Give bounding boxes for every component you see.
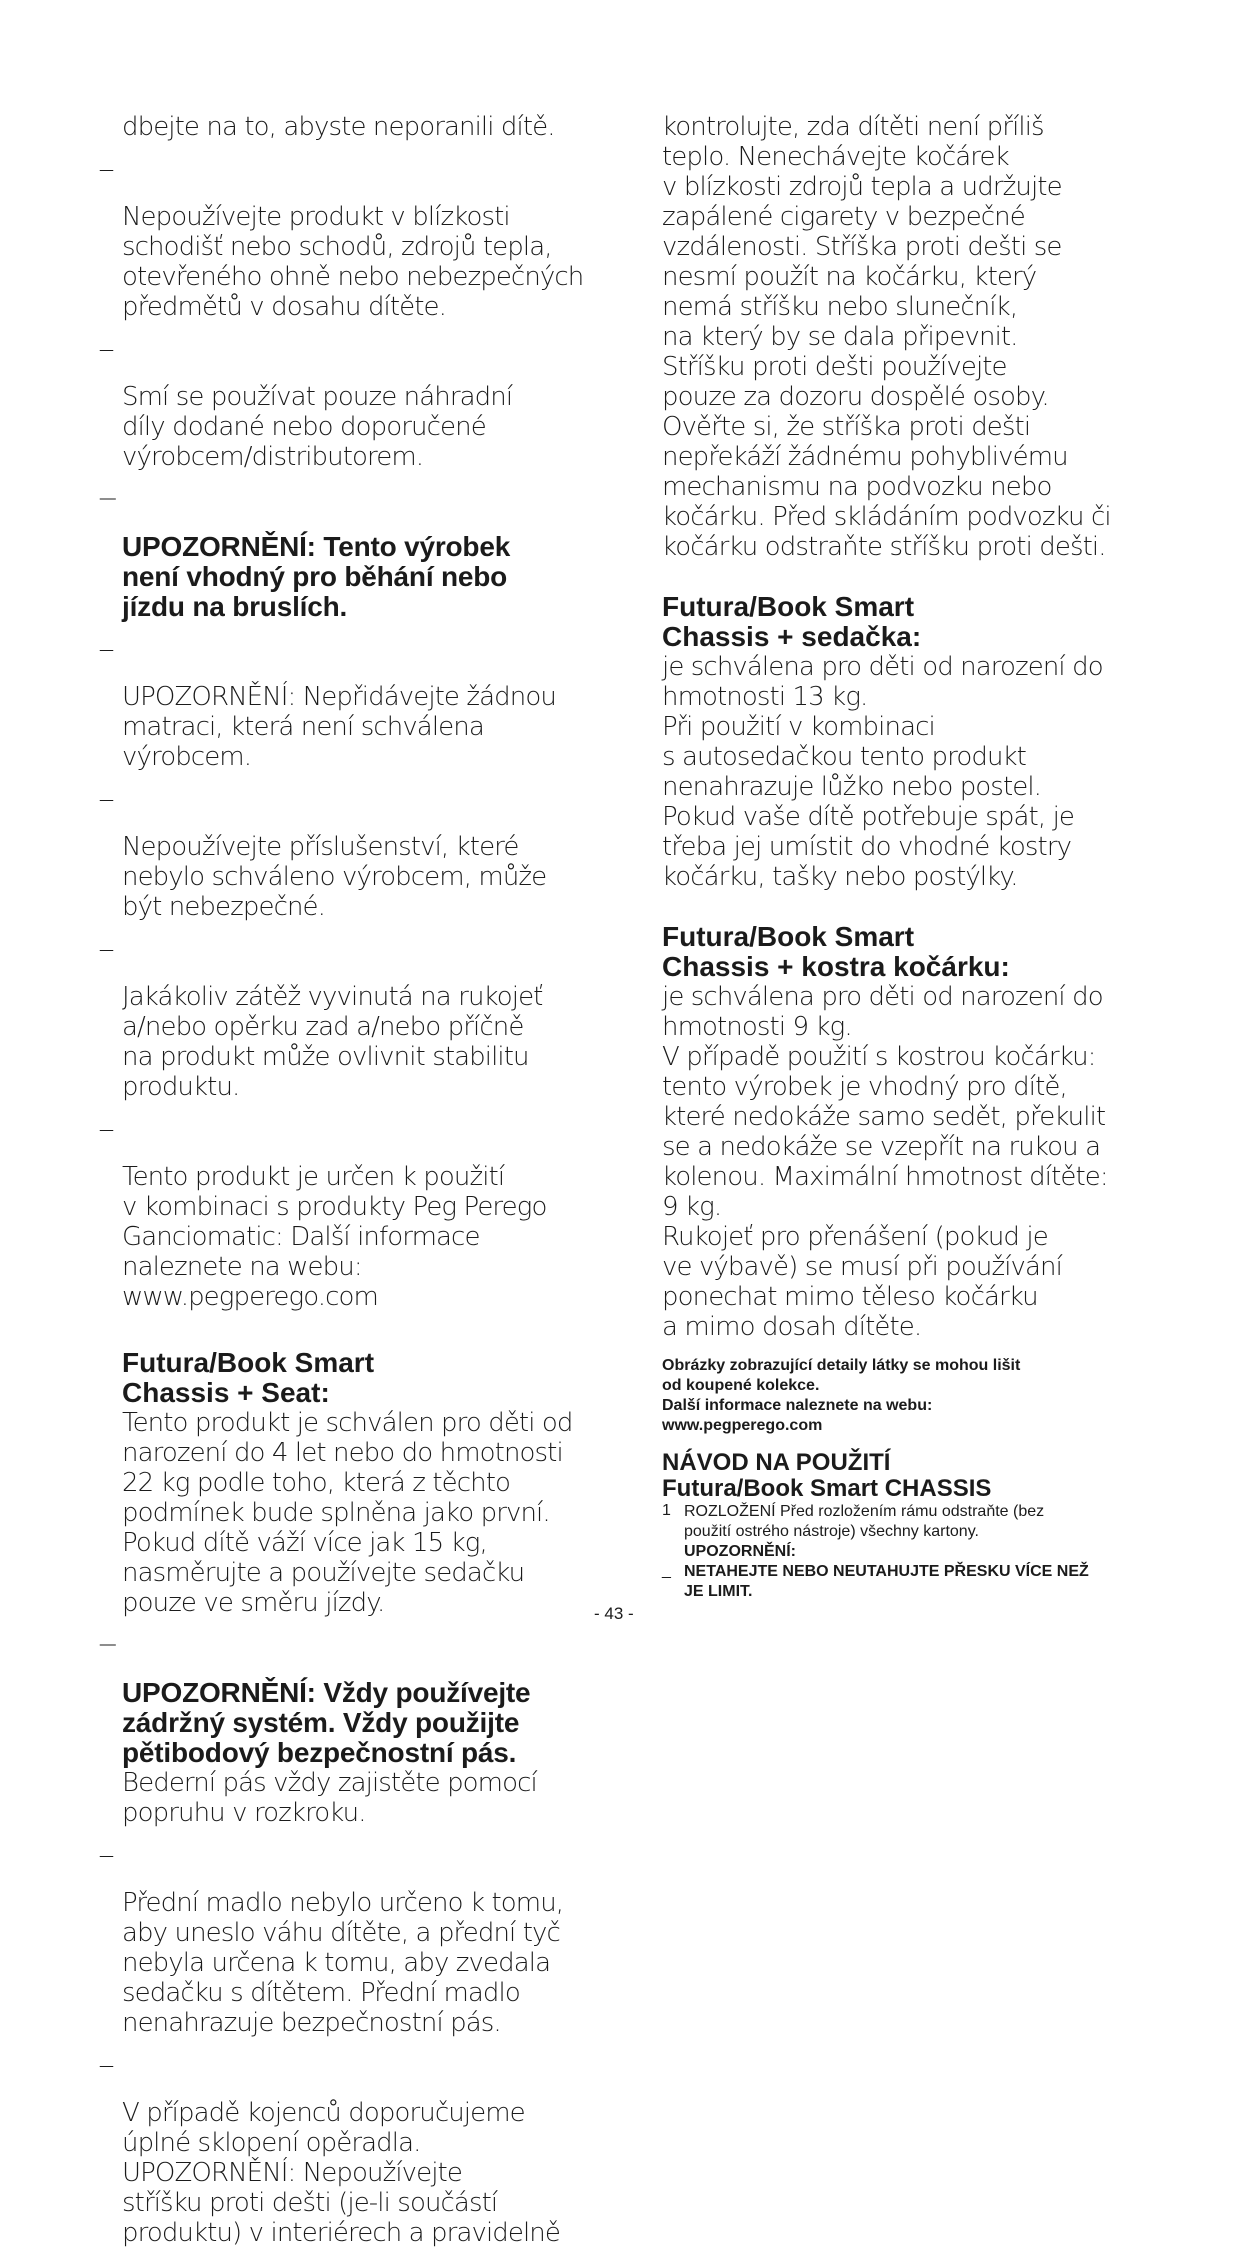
paragraph: je schválena pro děti od narození do hmotnosti 13 kg. — [662, 652, 1103, 712]
warning-text: UPOZORNĚNÍ: Tento výrobek není vhodný pro běhání nebo jízdu na bruslích. — [122, 531, 511, 622]
bullet-text: V případě kojenců doporučujeme úplné sklopení opěradla. — [122, 2098, 525, 2158]
bullet-text: UPOZORNĚNÍ: Nepřidávejte žádnou matraci, která není schválena výrobcem. — [122, 682, 556, 772]
intro-text: dbejte na to, abyste neporanili dítě. — [122, 112, 555, 142]
step-number: 1 — [662, 1502, 671, 1519]
paragraph: je schválena pro děti od narození do hmotnosti 9 kg. — [662, 982, 1103, 1042]
bullet-mark: _ — [100, 922, 113, 952]
bullet-item — [100, 142, 620, 322]
bullet-text: Nepoužívejte příslušenství, které nebylo schváleno výrobcem, může být nebezpečné. — [122, 832, 547, 922]
bullet-item — [100, 922, 620, 1102]
bullet-item — [100, 2038, 620, 2158]
warning-bullet — [100, 1618, 620, 1768]
bullet-mark: _ — [100, 1828, 113, 1858]
bullet-item — [100, 1102, 620, 1312]
warning-bullet — [100, 472, 620, 622]
paragraph: kontrolujte, zda dítěti není příliš teplo. Nenechávejte kočárek v blízkosti zdrojů tepla a udržujte zapálené cigarety v bezpečné vzdálenosti. Stříška proti dešti se nesmí použít na kočárku, který nemá stříšku nebo slunečník, na který by se dala připevnit. Stříšku proti dešti používejte pouze za dozoru dospělé osoby. Ověřte si, že stříška proti dešti nepřekáží žádnému pohyblivému mechanismu na podvozku nebo kočárku. Před skládáním podvozku či kočárku odstraňte stříšku proti dešti. — [662, 112, 1111, 562]
bullet-mark: _ — [662, 1562, 671, 1579]
step-warning-item — [662, 1562, 1162, 1602]
bullet-mark: _ — [100, 322, 113, 352]
bullet-mark: _ — [100, 1102, 113, 1132]
bullet-item — [100, 1828, 620, 2038]
bullet-mark: _ — [100, 1617, 116, 1648]
paragraph: Rukojeť pro přenášení (pokud je ve výbavě) se musí při používání ponechat mimo těleso kočárku a mimo dosah dítěte. — [662, 1222, 1062, 1342]
step-warning-label: UPOZORNĚNÍ: — [684, 1543, 796, 1560]
left-column — [100, 112, 620, 2248]
bullet-mark: _ — [100, 471, 116, 502]
fabric-note: Obrázky zobrazující detaily látky se mohou lišit od koupené kolekce. — [662, 1357, 1021, 1394]
website-note: Další informace naleznete na webu: www.pegperego.com — [662, 1397, 933, 1434]
paragraph: UPOZORNĚNÍ: Nepoužívejte stříšku proti dešti (je-li součástí produktu) v interiérech a pravidelně — [122, 2158, 560, 2248]
bullet-text: Přední madlo nebylo určeno k tomu, aby uneslo váhu dítěte, a přední tyč nebyla určena k tomu, aby zvedala sedačku s dítětem. Přední madlo nenahrazuje bezpečnostní pás. — [122, 1888, 564, 2038]
bullet-mark: _ — [100, 142, 113, 172]
bullet-item — [100, 322, 620, 472]
warning-text: UPOZORNĚNÍ: Vždy používejte zádržný systém. Vždy použijte pětibodový bezpečnostní pás. — [122, 1677, 531, 1768]
section-heading: Futura/Book Smart Chassis + kostra kočárku: — [662, 921, 1010, 982]
paragraph: Bederní pás vždy zajistěte pomocí popruhu v rozkroku. — [122, 1768, 537, 1828]
bullet-text: Tento produkt je určen k použití v kombinaci s produkty Peg Perego Ganciomatic: Další informace naleznete na webu: www.pegperego.com — [122, 1162, 547, 1312]
paragraph: V případě použití s kostrou kočárku: tento výrobek je vhodný pro dítě, které nedokáže samo sedět, překulit se a nedokáže se vzepřít na rukou a kolenou. Maximální hmotnost dítěte: 9 kg. — [662, 1042, 1108, 1222]
bullet-mark: _ — [100, 622, 113, 652]
bullet-text: Smí se používat pouze náhradní díly dodané nebo doporučené výrobcem/distributorem. — [122, 382, 513, 472]
bullet-text: Nepoužívejte produkt v blízkosti schodišť nebo schodů, zdrojů tepla, otevřeného ohně nebo nebezpečných předmětů v dosahu dítěte. — [122, 202, 584, 322]
page-number: - 43 - — [594, 1604, 634, 1623]
manual-subtitle: Futura/Book Smart CHASSIS — [662, 1475, 992, 1502]
manual-title: NÁVOD NA POUŽITÍ — [662, 1449, 891, 1476]
right-column — [662, 112, 1162, 1602]
section-heading: Futura/Book Smart Chassis + Seat: — [122, 1347, 375, 1408]
paragraph: Pokud dítě váží více jak 15 kg, nasměrujte a používejte sedačku pouze ve směru jízdy. — [122, 1528, 525, 1618]
paragraph: Tento produkt je schválen pro děti od narození do 4 let nebo do hmotnosti 22 kg podle toho, která z těchto podmínek bude splněna jako první. — [122, 1408, 573, 1528]
paragraph: Při použití v kombinaci s autosedačkou tento produkt nenahrazuje lůžko nebo postel. Pokud vaše dítě potřebuje spát, je třeba jej umístit do vhodné kostry kočárku, tašky nebo postýlky. — [662, 712, 1074, 892]
bullet-mark: _ — [100, 2038, 113, 2068]
bullet-text: Jakákoliv zátěž vyvinutá na rukojeť a/nebo opěrku zad a/nebo příčně na produkt může ovlivnit stabilitu produktu. — [122, 982, 543, 1102]
bullet-item — [100, 772, 620, 922]
bullet-mark: _ — [100, 772, 113, 802]
step-warning-text: NETAHEJTE NEBO NEUTAHUJTE PŘESKU VÍCE NEŽ JE LIMIT. — [684, 1563, 1089, 1600]
step-text: ROZLOŽENÍ Před rozložením rámu odstraňte (bez použití ostrého nástroje) všechny kartony. — [684, 1503, 1045, 1540]
bullet-item — [100, 622, 620, 772]
section-heading: Futura/Book Smart Chassis + sedačka: — [662, 591, 922, 652]
step-item — [662, 1502, 1162, 1562]
